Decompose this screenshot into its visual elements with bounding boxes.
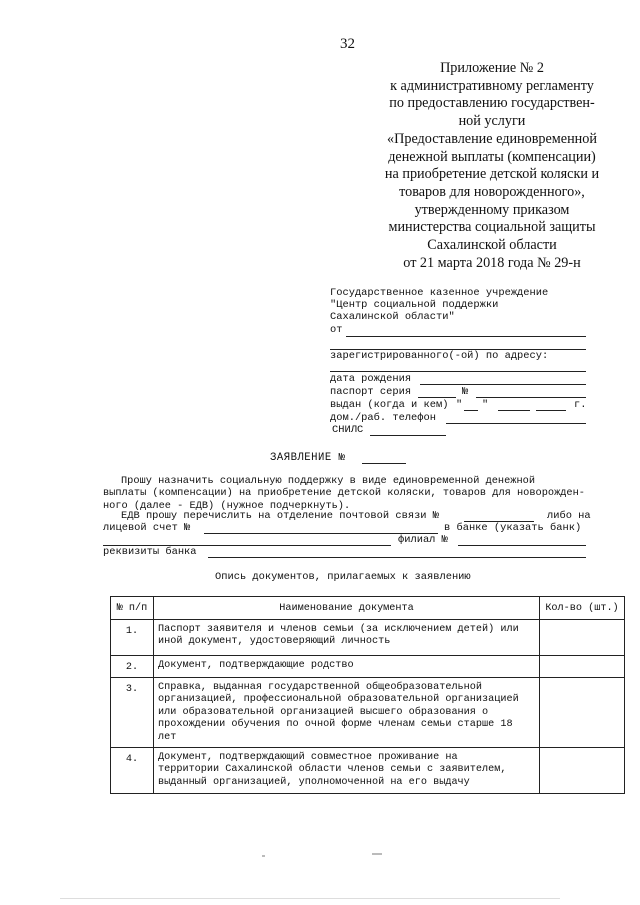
request-line: ного (далее - ЕДВ) (нужное подчеркнуть). bbox=[103, 499, 351, 512]
recipient-line: "Центр социальной поддержки bbox=[330, 299, 499, 311]
table-row bbox=[111, 656, 625, 678]
row-document-line: Паспорт заявителя и членов семьи (за исключением детей) или bbox=[158, 624, 519, 635]
account-label: лицевой счет № bbox=[103, 522, 191, 534]
documents-table bbox=[110, 596, 625, 794]
appendix-line: Сахалинской области bbox=[427, 237, 557, 254]
row-document-line: Документ, подтверждающие родство bbox=[158, 660, 354, 671]
row-document-line: Документ, подтверждающий совместное проживание на bbox=[158, 752, 458, 763]
post-office-end: либо на bbox=[547, 510, 591, 522]
row-document-line: территории Сахалинской области членов семьи с заявителем, bbox=[158, 764, 507, 776]
passport-label: паспорт серия bbox=[330, 386, 412, 398]
row-quantity[interactable] bbox=[540, 620, 625, 656]
birth-date-line[interactable] bbox=[420, 384, 586, 385]
issued-month-line[interactable] bbox=[498, 410, 530, 411]
row-number: 1. bbox=[111, 620, 154, 656]
issued-year-line[interactable] bbox=[536, 410, 566, 411]
row-document-line: Справка, выданная государственной общеобразовательной bbox=[158, 682, 483, 693]
appendix-line: к административному регламенту bbox=[390, 77, 594, 94]
row-number: 2. bbox=[111, 656, 154, 678]
quote-close: " bbox=[482, 399, 489, 411]
row-document bbox=[154, 656, 540, 678]
passport-number-sign: № bbox=[462, 386, 469, 398]
appendix-line: на приобретение детской коляски и bbox=[384, 166, 600, 183]
row-quantity[interactable] bbox=[540, 748, 625, 794]
branch-line[interactable] bbox=[458, 545, 586, 546]
row-document-line: выданный организацией, уполномоченной на его выдачу bbox=[158, 776, 470, 788]
from-label: от bbox=[330, 324, 343, 336]
table-row bbox=[111, 748, 625, 794]
header-document-name: Наименование документа bbox=[154, 597, 540, 620]
snils-line[interactable] bbox=[370, 435, 446, 436]
passport-number-line[interactable] bbox=[476, 397, 586, 398]
snils-label: СНИЛС bbox=[332, 424, 364, 436]
bank-label: в банке (указать банк) bbox=[444, 522, 582, 534]
appendix-line: по предоставлению государствен- bbox=[389, 95, 595, 112]
phone-label: дом./раб. телефон bbox=[330, 412, 437, 424]
recipient-block bbox=[330, 287, 548, 323]
statement-title: ЗАЯВЛЕНИЕ № bbox=[270, 452, 346, 464]
scan-speck bbox=[262, 855, 265, 857]
post-office-label: ЕДВ прошу перечислить на отделение почтовой связи № bbox=[121, 510, 440, 522]
row-quantity[interactable] bbox=[540, 656, 625, 678]
from-line[interactable] bbox=[346, 336, 586, 337]
table-row bbox=[111, 678, 625, 748]
header-number: № п/п bbox=[111, 597, 154, 620]
issued-day-line[interactable] bbox=[464, 410, 478, 411]
page-number: 32 bbox=[340, 36, 355, 52]
appendix-line: денежной выплаты (компенсации) bbox=[388, 148, 596, 165]
row-number: 3. bbox=[111, 678, 154, 748]
header-quantity: Кол-во (шт.) bbox=[540, 597, 625, 620]
quote-open: " bbox=[456, 399, 463, 411]
phone-line[interactable] bbox=[446, 423, 586, 424]
passport-series-line[interactable] bbox=[418, 397, 456, 398]
appendix-line: утвержденному приказом bbox=[414, 201, 570, 218]
appendix-line: ной услуги bbox=[458, 113, 526, 130]
appendix-line: Приложение № 2 bbox=[440, 60, 544, 76]
row-document-line: прохождении обучения по очной форме членам семьи старше 18 bbox=[158, 719, 513, 731]
row-number: 4. bbox=[111, 748, 154, 794]
row-document-line: организацией, профессиональной образовательной организацией bbox=[158, 694, 519, 706]
row-document bbox=[154, 678, 540, 748]
scan-edge bbox=[60, 898, 560, 899]
address-line[interactable] bbox=[330, 371, 586, 372]
appendix-header bbox=[358, 60, 626, 272]
recipient-line: Сахалинской области" bbox=[330, 311, 455, 323]
request-paragraph bbox=[103, 475, 603, 512]
row-document bbox=[154, 620, 540, 656]
appendix-line: министерства социальной защиты bbox=[388, 219, 596, 236]
bank-details-line[interactable] bbox=[208, 557, 586, 558]
year-abbr: г. bbox=[574, 399, 587, 411]
branch-label: филиал № bbox=[398, 534, 448, 546]
request-line: Прошу назначить социальную поддержку в виде единовременной денежной bbox=[121, 475, 536, 487]
issued-label: выдан (когда и кем) bbox=[330, 399, 449, 411]
row-document-line: или образовательной организацией высшего образования о bbox=[158, 706, 489, 718]
statement-number-line[interactable] bbox=[362, 463, 406, 464]
table-header-row bbox=[111, 597, 625, 620]
birth-date-label: дата рождения bbox=[330, 373, 412, 385]
bank-details-label: реквизиты банка bbox=[103, 546, 197, 558]
row-document bbox=[154, 748, 540, 794]
appendix-line: от 21 марта 2018 года № 29-н bbox=[403, 254, 581, 271]
registered-label: зарегистрированного(-ой) по адресу: bbox=[330, 350, 549, 362]
inventory-title: Опись документов, прилагаемых к заявлению bbox=[215, 571, 471, 583]
recipient-line: Государственное казенное учреждение bbox=[330, 287, 549, 299]
scan-speck bbox=[372, 853, 382, 855]
row-quantity[interactable] bbox=[540, 678, 625, 748]
appendix-line: товаров для новорожденного», bbox=[399, 183, 585, 200]
row-document-line: иной документ, удостоверяющий личность bbox=[158, 636, 391, 648]
table-row bbox=[111, 620, 625, 656]
row-document-line: лет bbox=[158, 731, 177, 743]
appendix-line: «Предоставление единовременной bbox=[387, 130, 597, 147]
request-line: выплаты (компенсации) на приобретение детской коляски, товаров для новорожден- bbox=[103, 487, 585, 500]
